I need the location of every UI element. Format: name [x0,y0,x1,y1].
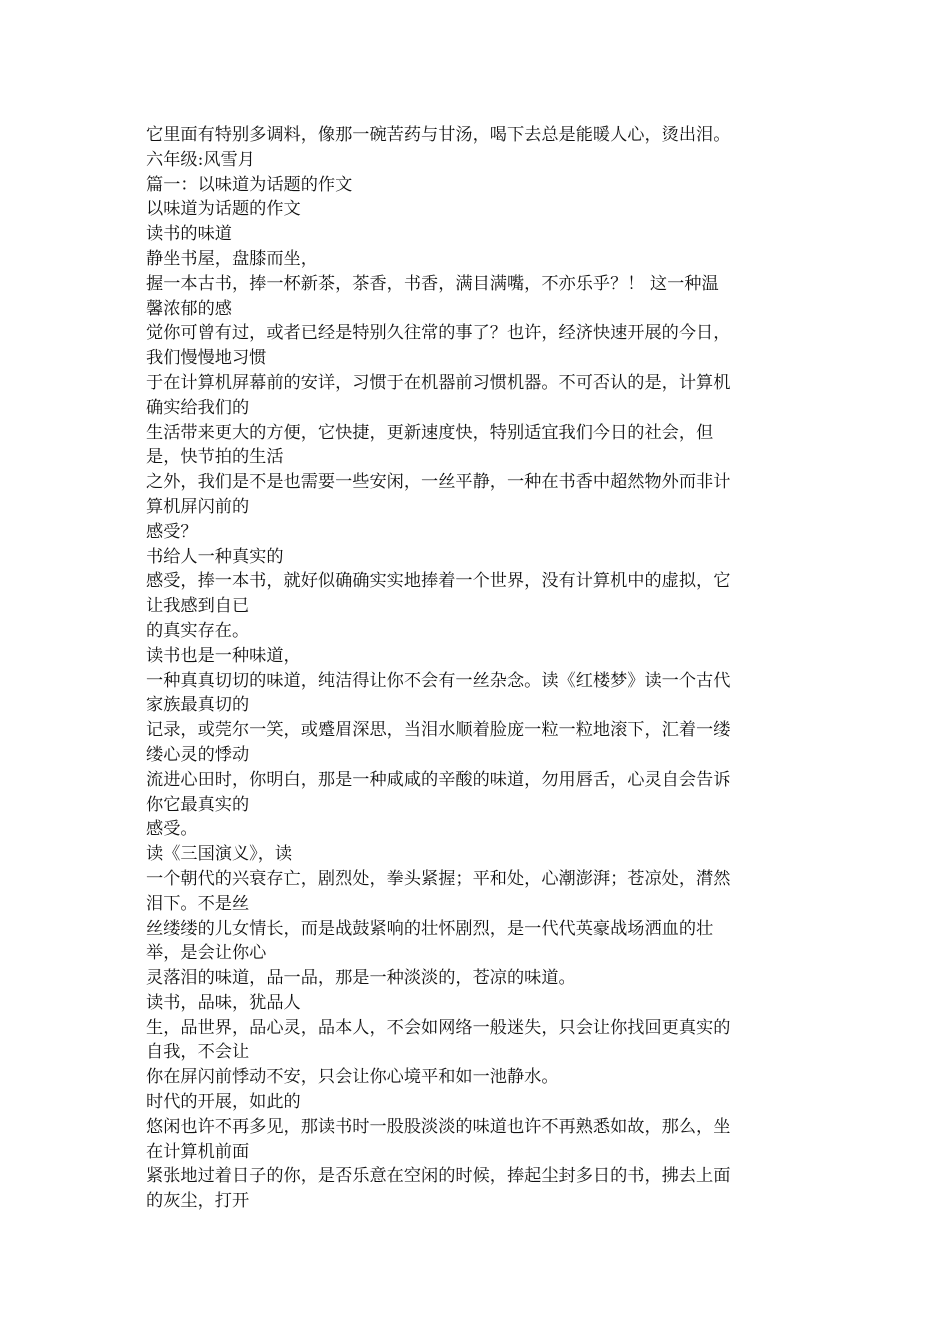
text-line: 你它最真实的 [146,794,250,815]
text-line: 的灰尘，打开 [146,1191,250,1212]
essay-title: 以味道为话题的作文 [146,199,301,220]
text-line: 握一本古书，捧一杯新茶，茶香，书香，满目满嘴，不亦乐乎？！ 这一种温 [146,273,719,294]
text-line: 感受。 [146,819,198,840]
text-line: 紧张地过着日子的你，是否乐意在空闲的时候，捧起尘封多日的书，拂去上面 [146,1166,731,1187]
text-line: 悠闲也许不再多见，那读书时一股股淡淡的味道也许不再熟悉如故，那么，坐 [146,1116,731,1137]
text-line: 生，品世界，品心灵，品本人，不会如网络一般迷失，只会让你找回更真实的 [146,1017,731,1038]
text-line: 感受，捧一本书，就好似确确实实地捧着一个世界，没有计算机中的虚拟，它 [146,571,731,592]
text-line: 家族最真切的 [146,695,250,716]
text-line: 流进心田时，你明白，那是一种咸咸的辛酸的味道，勿用唇舌，心灵自会告诉 [146,769,731,790]
text-line: 书给人一种真实的 [146,546,284,567]
text-line: 它里面有特别多调料，像那一碗苦药与甘汤，喝下去总是能暖人心，烫出泪。 [146,125,731,145]
text-line: 是，快节拍的生活 [146,447,284,468]
text-line: 时代的开展，如此的 [146,1092,301,1113]
text-line: 我们慢慢地习惯 [146,348,267,369]
text-line: 泪下。不是丝 [146,893,250,914]
text-line: 自我，不会让 [146,1042,250,1063]
text-line: 馨浓郁的感 [146,298,232,319]
text-line: 之外，我们是不是也需要一些安闲，一丝平静，一种在书香中超然物外而非计 [146,472,731,493]
text-line: 感受？ [146,521,198,542]
text-line: 让我感到自已 [146,596,250,617]
document-body [146,123,806,1214]
essay-subtitle: 读书的味道 [146,224,232,245]
text-line: 举，是会让你心 [146,943,267,964]
text-line: 一种真真切切的味道，纯洁得让你不会有一丝杂念。读《红楼梦》读一个古代 [146,670,731,691]
text-line: 你在屏闪前悸动不安，只会让你心境平和如一池静水。 [146,1067,559,1088]
text-line: 觉你可曾有过，或者已经是特别久往常的事了？也许，经济快速开展的今日， [146,323,731,344]
text-line: 的真实存在。 [146,620,250,641]
text-line: 六年级:风雪月 [146,149,255,170]
section-title: 篇一：以味道为话题的作文 [146,174,353,195]
text-line: 确实给我们的 [146,397,250,418]
text-line: 记录，或莞尔一笑，或蹙眉深思，当泪水顺着脸庞一粒一粒地滚下，汇着一缕 [146,720,731,741]
text-line: 读书也是一种味道， [146,645,301,666]
text-line: 生活带来更大的方便，它快捷，更新速度快，特别适宜我们今日的社会，但 [146,422,714,443]
text-line: 缕心灵的悸动 [146,744,250,765]
text-line: 灵落泪的味道，品一品，那是一种淡淡的，苍凉的味道。 [146,968,576,989]
text-line: 读书，品味，犹品人 [146,992,301,1013]
text-line: 于在计算机屏幕前的安详，习惯于在机器前习惯机器。不可否认的是，计算机 [146,372,731,393]
text-line: 丝缕缕的儿女情长，而是战鼓紧响的壮怀剧烈，是一代代英豪战场洒血的壮 [146,918,714,939]
text-line: 静坐书屋，盘膝而坐， [146,248,318,269]
text-line: 算机屏闪前的 [146,496,250,517]
text-line: 读《三国演义》，读 [146,844,293,865]
text-line: 在计算机前面 [146,1141,250,1162]
text-line: 一个朝代的兴衰存亡，剧烈处，拳头紧握；平和处，心潮澎湃；苍凉处，潸然 [146,868,731,889]
